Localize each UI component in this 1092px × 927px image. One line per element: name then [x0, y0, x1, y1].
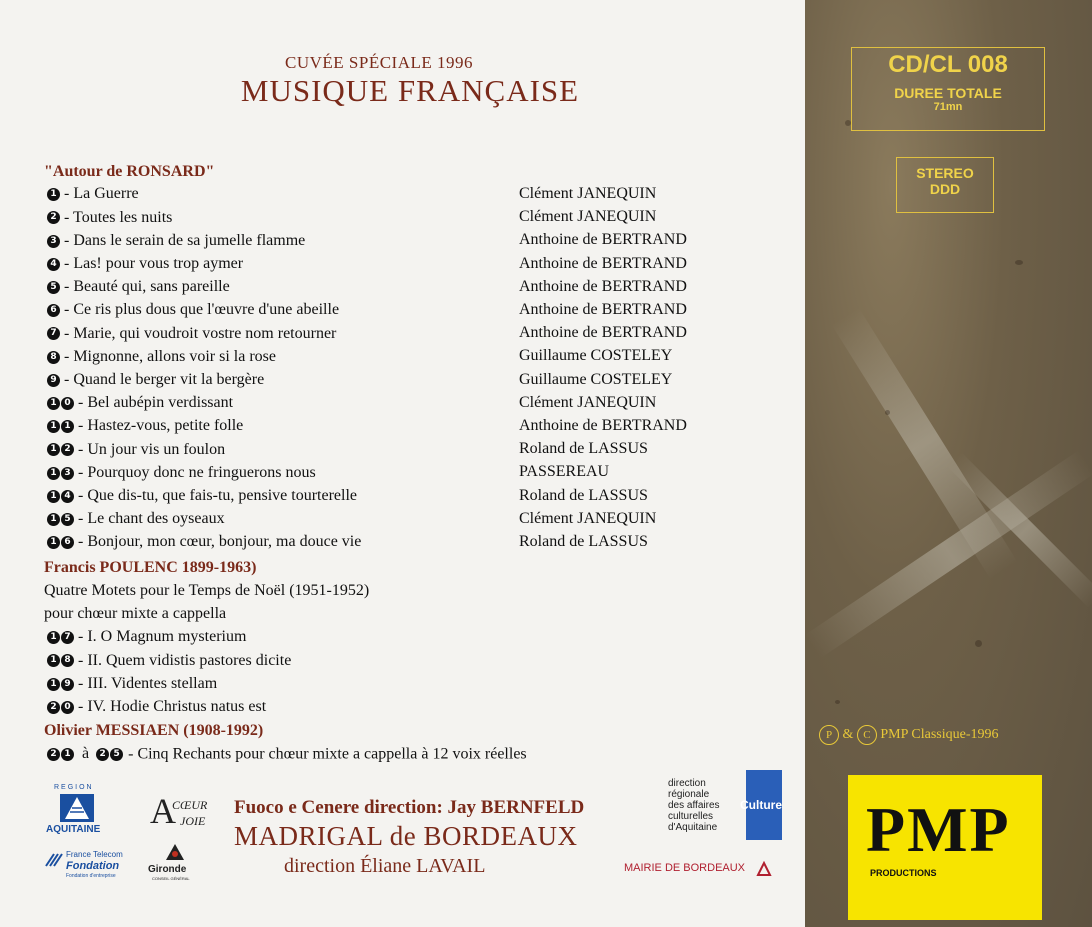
track-row	[47, 417, 747, 440]
track-title: - Beauté qui, sans pareille	[64, 278, 230, 296]
lavail-credit: direction Éliane LAVAIL	[284, 855, 486, 877]
coeur-label: CŒUR	[172, 798, 208, 812]
drac-line: direction	[668, 778, 706, 789]
pmp-logo-block	[848, 775, 1042, 920]
track-number-digit: 2	[47, 748, 60, 761]
gironde-logo	[146, 842, 206, 882]
track-number-digit: 0	[61, 397, 74, 410]
track-number-badge	[47, 698, 75, 716]
track-composer: Roland de LASSUS	[519, 533, 648, 550]
track-number-digit: 1	[47, 631, 60, 644]
track-composer: Anthoine de BERTRAND	[519, 277, 687, 295]
track-number-digit: 5	[61, 513, 74, 526]
track-number-badge	[47, 652, 75, 670]
track-title: - Mignonne, allons voir si la rose	[64, 347, 276, 365]
track-composer: Anthoine de BERTRAND	[519, 417, 687, 434]
track-row	[47, 533, 747, 556]
format-ddd: DDD	[929, 181, 961, 197]
track-number-digit: 0	[61, 701, 74, 714]
track-title: - Hastez-vous, petite folle	[78, 417, 244, 435]
track-number-digit: 1	[47, 490, 60, 503]
drac-line: régionale	[668, 789, 710, 800]
format-stereo: STEREO	[916, 165, 974, 181]
track-row	[47, 487, 747, 510]
track-number-digit: 4	[47, 258, 60, 271]
drac-line: culturelles	[668, 811, 714, 822]
track-composer: Clément JANEQUIN	[519, 208, 657, 226]
track-title: - Toutes les nuits	[64, 208, 173, 226]
copyright-and: &	[842, 727, 854, 742]
track-number-digit: 3	[61, 467, 74, 480]
album-title: MUSIQUE FRANÇAISE	[240, 73, 580, 108]
track-composer: Clément JANEQUIN	[519, 393, 657, 411]
section-ronsard-title: "Autour de RONSARD"	[44, 163, 215, 180]
section-messiaen-title: Olivier MESSIAEN (1908-1992)	[44, 722, 264, 739]
track-number-badge	[47, 301, 61, 319]
track-number-digit: 1	[47, 420, 60, 433]
track-row	[47, 185, 747, 208]
poulenc-voicing: pour chœur mixte a cappella	[44, 605, 227, 622]
stone-panel	[805, 0, 1092, 927]
gironde-sub-label: CONSEIL GÉNÉRAL	[152, 876, 190, 881]
coeur-joie-letter: A	[150, 791, 176, 831]
track-number-digit: 9	[47, 374, 60, 387]
track-row	[47, 231, 747, 254]
track-number-badge	[47, 510, 75, 528]
track-number-digit: 1	[47, 536, 60, 549]
track-title: - Bel aubépin verdissant	[78, 394, 234, 412]
fondation-sub-label: Fondation d'entreprise	[66, 873, 116, 879]
track-number-digit: 1	[61, 748, 74, 761]
track-number-badge	[47, 417, 75, 435]
track-title: - Quand le berger vit la bergère	[64, 370, 265, 388]
copyright-line	[819, 725, 999, 749]
track-number-badge	[47, 487, 75, 505]
drac-line: des affaires	[668, 800, 720, 811]
track-composer: Clément JANEQUIN	[519, 185, 657, 202]
track-title: - Ce ris plus dous que l'œuvre d'une abeille	[64, 301, 340, 319]
culture-badge	[740, 770, 782, 840]
drac-line: d'Aquitaine	[668, 822, 718, 833]
track-number-digit: 6	[61, 536, 74, 549]
track-number-badge	[47, 675, 75, 693]
track-number-badge	[47, 185, 61, 203]
track-number-digit: 2	[47, 701, 60, 714]
track-number-badge	[47, 464, 75, 482]
duration-label: DUREE TOTALE	[894, 85, 1002, 101]
track-number-digit: 6	[47, 304, 60, 317]
aquitaine-label: AQUITAINE	[46, 824, 101, 835]
track-number-digit: 1	[47, 467, 60, 480]
track-number-digit: 8	[61, 654, 74, 667]
drac-text	[668, 778, 720, 833]
format-box	[896, 157, 994, 213]
track-number-digit: 4	[61, 490, 74, 503]
track-number-digit: 1	[47, 678, 60, 691]
coeur-joie-logo	[150, 790, 218, 838]
track-title: - Bonjour, mon cœur, bonjour, ma douce vie	[78, 533, 362, 551]
track-row	[47, 651, 747, 674]
track-range-separator: à	[82, 745, 90, 763]
track-number-digit: 3	[47, 235, 60, 248]
track-title: - II. Quem vidistis pastores dicite	[78, 651, 292, 669]
track-number-digit: 5	[47, 281, 60, 294]
drac-logo	[668, 778, 788, 850]
messiaen-description: - Cinq Rechants pour chœur mixte a cappella à 12 voix réelles	[128, 745, 527, 763]
track-title: - La Guerre	[64, 185, 139, 203]
track-title: - Dans le serain de sa jumelle flamme	[64, 231, 306, 249]
track-row	[47, 301, 747, 324]
aquitaine-icon	[60, 794, 94, 822]
track-title: - III. Videntes stellam	[78, 674, 218, 692]
track-title: - Marie, qui voudroit vostre nom retourner	[64, 324, 337, 342]
track-row	[47, 628, 747, 651]
madrigal-credit: MADRIGAL de BORDEAUX	[234, 821, 578, 851]
fondation-label: Fondation	[66, 860, 120, 872]
track-number-digit: 7	[61, 631, 74, 644]
track-number-digit: 1	[61, 420, 74, 433]
mairie-icon	[756, 861, 772, 877]
pmp-logo: PMP	[866, 794, 1011, 865]
section-poulenc-title: Francis POULENC 1899-1963)	[44, 559, 257, 576]
track-composer: Anthoine de BERTRAND	[519, 231, 687, 249]
track-number-badge	[47, 533, 75, 551]
track-number-badge	[47, 628, 75, 646]
gironde-label: Gironde	[148, 864, 187, 875]
aquitaine-logo	[46, 784, 112, 842]
track-row	[47, 371, 747, 394]
gironde-icon	[164, 842, 186, 862]
track-number-digit: 9	[61, 678, 74, 691]
region-label: REGION	[54, 784, 94, 791]
pmp-productions-label: PRODUCTIONS	[870, 868, 937, 878]
track-number-badge	[47, 371, 61, 389]
track-composer: Guillaume COSTELEY	[519, 370, 673, 388]
track-composer: Anthoine de BERTRAND	[519, 254, 687, 272]
joie-label: JOIE	[180, 814, 206, 828]
track-title: - Que dis-tu, que fais-tu, pensive tourterelle	[78, 486, 358, 504]
culture-label: Culture	[740, 798, 782, 812]
track-row	[47, 208, 747, 231]
track-number-badge	[47, 255, 61, 273]
track-composer: Roland de LASSUS	[519, 440, 648, 458]
track-title: - Pourquoy donc ne fringuerons nous	[78, 463, 316, 481]
phonogram-icon: P	[819, 725, 839, 745]
track-row	[47, 255, 747, 278]
track-number-badge	[47, 325, 61, 343]
track-row	[47, 278, 747, 301]
track-number-digit: 1	[47, 654, 60, 667]
track-number-digit: 1	[47, 397, 60, 410]
track-range-start	[47, 745, 75, 763]
track-number-digit: 1	[47, 188, 60, 201]
cuvee-subtitle: CUVÉE SPÉCIALE 1996	[285, 53, 473, 72]
track-number-digit: 5	[110, 748, 123, 761]
track-title: - Le chant des oyseaux	[78, 510, 225, 528]
track-number-digit: 2	[96, 748, 109, 761]
track-row	[47, 675, 747, 698]
track-number-badge	[47, 209, 61, 227]
track-number-digit: 8	[47, 351, 60, 364]
track-number-digit: 2	[61, 443, 74, 456]
track-row	[47, 510, 747, 533]
poulenc-description: Quatre Motets pour le Temps de Noël (1951-1952)	[44, 582, 370, 599]
track-composer: Clément JANEQUIN	[519, 509, 657, 527]
track-row	[47, 347, 747, 370]
track-composer: Anthoine de BERTRAND	[519, 301, 687, 318]
track-row	[47, 440, 747, 463]
fuoco-credit: Fuoco e Cenere direction: Jay BERNFELD	[234, 797, 585, 818]
track-composer: Roland de LASSUS	[519, 486, 648, 504]
track-row	[47, 394, 747, 417]
messiaen-track-row	[47, 745, 747, 768]
catalog-code: CD/CL 008	[888, 51, 1008, 78]
track-row	[47, 698, 747, 721]
track-row	[47, 463, 747, 486]
track-number-badge	[47, 278, 61, 296]
track-number-badge	[47, 348, 61, 366]
track-number-badge	[47, 232, 61, 250]
track-composer: PASSEREAU	[519, 463, 610, 481]
catalog-box	[851, 47, 1045, 131]
track-row	[47, 324, 747, 347]
track-title: - IV. Hodie Christus natus est	[78, 698, 267, 716]
mairie-label: MAIRIE DE BORDEAUX	[624, 862, 746, 874]
track-composer: Guillaume COSTELEY	[519, 347, 673, 365]
copyright-text: PMP Classique-1996	[880, 727, 999, 742]
track-title: - Las! pour vous trop aymer	[64, 254, 244, 272]
track-number-digit: 1	[47, 513, 60, 526]
track-number-badge	[47, 394, 75, 412]
france-telecom-logo	[44, 848, 144, 882]
duration-value: 71mn	[933, 101, 963, 113]
track-number-digit: 7	[47, 327, 60, 340]
track-number-badge	[47, 441, 75, 459]
track-number-digit: 1	[47, 443, 60, 456]
track-composer: Anthoine de BERTRAND	[519, 324, 687, 342]
track-title: - Un jour vis un foulon	[78, 440, 226, 458]
copyright-icon: C	[857, 725, 877, 745]
france-telecom-icon	[44, 852, 64, 868]
france-telecom-label: France Telecom	[66, 850, 123, 859]
track-range-end	[96, 745, 124, 763]
track-number-digit: 2	[47, 211, 60, 224]
track-title: - I. O Magnum mysterium	[78, 628, 247, 646]
